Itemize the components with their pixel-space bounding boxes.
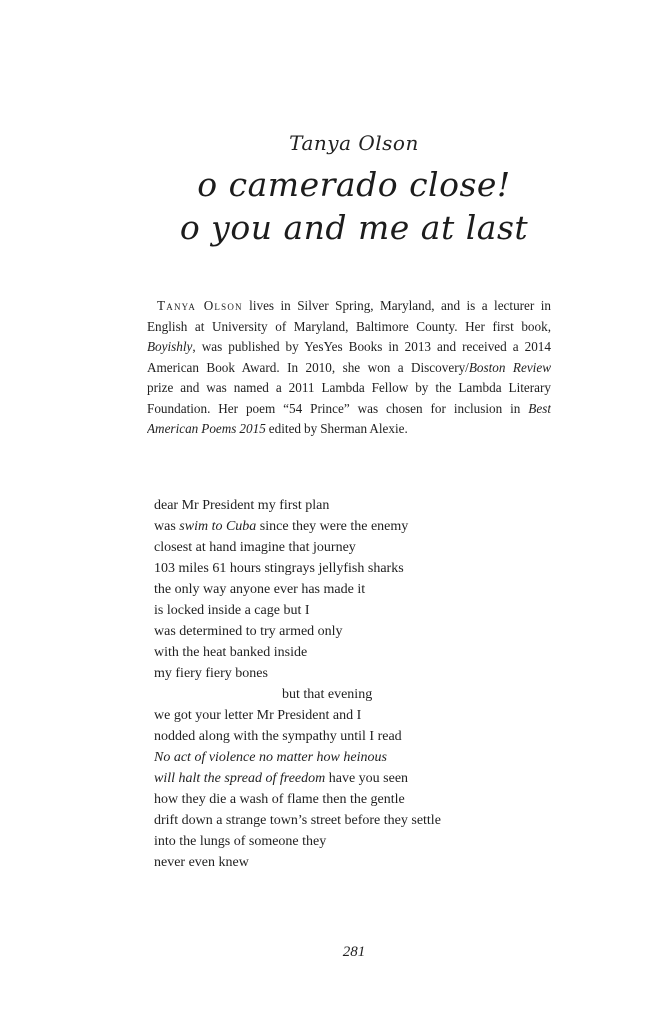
text-line <box>154 642 594 663</box>
text-segment: edited by Sherman Alexie. <box>265 421 408 436</box>
poem-title-line-2: o you and me at last <box>179 208 529 247</box>
text-line <box>154 684 594 705</box>
text-segment: my fiery fiery bones <box>154 666 268 681</box>
text-segment: was <box>154 519 180 534</box>
text-line <box>154 600 594 621</box>
text-segment: swim to Cuba <box>179 519 257 534</box>
text-segment: closest at hand imagine that journey <box>154 540 356 555</box>
page-number: 281 <box>342 944 366 960</box>
text-segment: No act of violence no matter how heinous <box>154 750 387 765</box>
text-segment: nodded along with the sympathy until I read <box>154 729 402 744</box>
text-line <box>147 358 551 379</box>
text-segment: have you seen <box>325 771 409 786</box>
text-line <box>154 747 594 768</box>
text-segment: Best <box>528 400 551 416</box>
text-segment: English at University of Maryland, Baltimore County. Her first book, <box>147 318 551 334</box>
text-segment: , was published by YesYes Books in 2013 and received a 2014 <box>192 339 551 354</box>
text-segment: Tanya Olson <box>157 298 243 313</box>
text-segment: we got your letter Mr President and I <box>154 708 362 723</box>
text-line <box>154 831 594 852</box>
text-line <box>154 558 594 579</box>
text-segment: how they die a wash of flame then the gentle <box>154 792 405 807</box>
text-line <box>154 726 594 747</box>
text-line <box>154 789 594 810</box>
text-segment: drift down a strange town’s street before they settle <box>154 813 441 828</box>
text-line <box>154 705 594 726</box>
author-bio <box>147 296 551 440</box>
text-line <box>154 810 594 831</box>
text-segment: is locked inside a cage but I <box>154 603 310 618</box>
text-line <box>147 317 551 338</box>
text-segment: dear Mr President my first plan <box>154 498 330 513</box>
text-line <box>154 516 594 537</box>
text-line <box>154 579 594 600</box>
poem-title-line-1: o camerado close! <box>197 165 511 204</box>
poem-body <box>154 495 594 873</box>
text-segment: American Poems 2015 <box>147 421 266 436</box>
text-segment: with the heat banked inside <box>154 645 308 660</box>
text-line <box>154 537 594 558</box>
text-segment: lives in Silver Spring, Maryland, and is a lecturer in <box>242 298 551 313</box>
text-line <box>154 663 594 684</box>
text-line <box>147 419 551 440</box>
text-line <box>154 621 594 642</box>
text-segment: Boston Review <box>468 359 551 375</box>
text-segment: will halt the spread of freedom <box>154 771 326 786</box>
text-segment: since they were the enemy <box>256 519 409 534</box>
text-line <box>147 399 551 420</box>
text-line <box>147 296 551 317</box>
text-segment: Foundation. Her poem “54 Prince” was chosen for inclusion in <box>147 400 529 416</box>
text-line <box>154 852 594 873</box>
text-line <box>147 378 551 399</box>
text-segment: Boyishly <box>147 339 193 354</box>
text-line <box>154 768 594 789</box>
text-segment: was determined to try armed only <box>154 624 343 639</box>
text-segment: 103 miles 61 hours stingrays jellyfish sharks <box>154 561 404 576</box>
text-segment: never even knew <box>154 855 249 870</box>
text-segment: into the lungs of someone they <box>154 834 327 849</box>
text-segment: the only way anyone ever has made it <box>154 582 366 597</box>
text-segment: but that evening <box>282 687 373 702</box>
author-name: Tanya Olson <box>289 131 419 155</box>
text-line <box>147 337 551 358</box>
text-segment: American Book Award. In 2010, she won a Discovery/ <box>147 359 469 375</box>
poem-title <box>104 163 604 249</box>
text-line <box>154 495 594 516</box>
text-segment: prize and was named a 2011 Lambda Fellow by the Lambda Literary <box>147 380 551 395</box>
